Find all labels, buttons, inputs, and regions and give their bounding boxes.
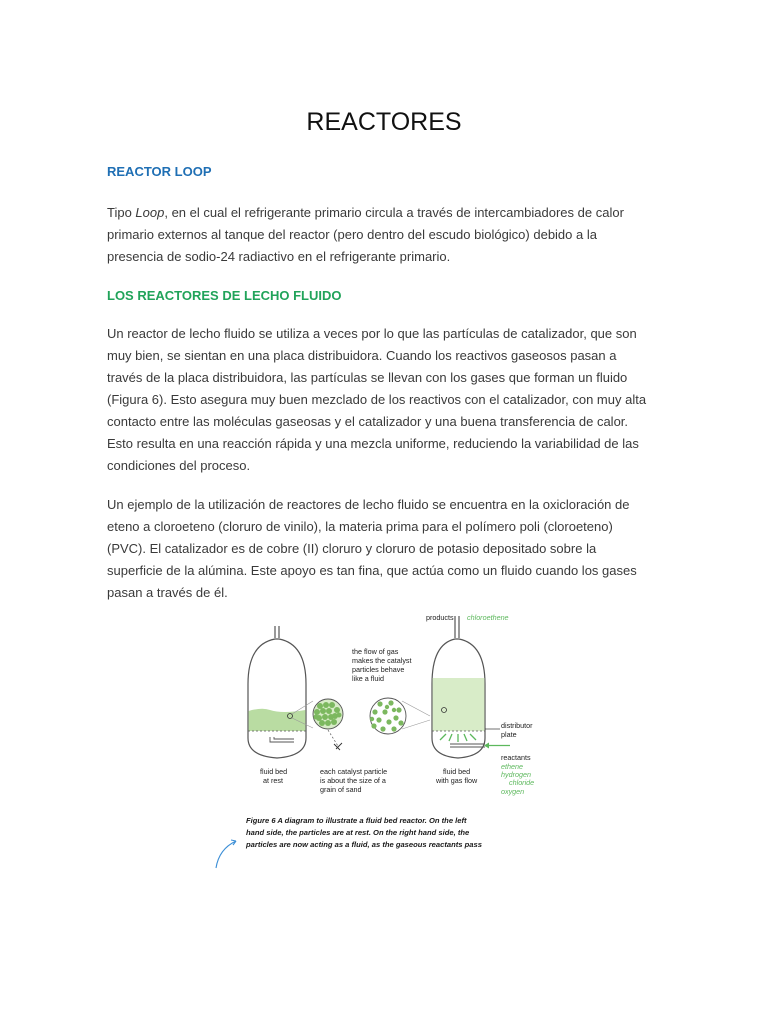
- flow-note-line-4: like a fluid: [352, 674, 384, 683]
- particle-note-line-3: grain of sand: [320, 785, 362, 794]
- paragraph-fluid-bed-2: Un ejemplo de la utilización de reactores de lecho fluido se encuentra en la oxicloración de eteno a cloroeteno (cloruro de vinilo), la materia prima para el polímero poli (cloroeteno) (PVC). El catalizador es de cobre (II) cloruro y cloruro de potasio depositado sobre la superficie de la alúmina. Este apoyo es tan fina, que actúa como un fluido cuando los gases pasan a través de él.: [107, 497, 637, 600]
- figure-caption-line-2: hand side, the particles are at rest. On the right hand side, the: [246, 828, 470, 837]
- figure-caption-line-3: particles are now acting as a fluid, as the gaseous reactants pass: [246, 840, 482, 849]
- reactant-hydrogen: hydrogen: [501, 770, 531, 779]
- right-caption-line-2: with gas flow: [436, 776, 478, 785]
- left-caption-line-2: at rest: [263, 776, 283, 785]
- left-caption-line-1: fluid bed: [260, 767, 288, 776]
- right-bed-fill: [433, 678, 485, 731]
- flow-note-line-3: particles behave: [352, 665, 405, 674]
- products-value: chloroethene: [467, 613, 509, 622]
- right-reactor-vessel: [432, 616, 510, 758]
- distributor-label-2: plate: [501, 730, 517, 739]
- fluid-bed-reactor-diagram: [210, 606, 540, 876]
- para-prefix: Tipo: [107, 205, 136, 220]
- para-rest: , en el cual el refrigerante primario circula a través de intercambiadores de calor primario externos al tanque del reactor (pero dentro del escudo biológico) debido a la presencia de sodio-24 radiactivo en el refrigerante primario.: [107, 205, 624, 264]
- document-title: REACTORES: [306, 108, 462, 136]
- paragraph-reactor-loop: [107, 202, 655, 268]
- left-bed-fill: [249, 709, 306, 731]
- flow-note-line-1: the flow of gas: [352, 647, 399, 656]
- para-italic-term: Loop: [135, 205, 165, 220]
- section-heading-reactor-loop: REACTOR LOOP: [107, 164, 212, 179]
- left-reactor-vessel: [248, 626, 306, 758]
- flow-note-line-2: makes the catalyst: [352, 656, 412, 665]
- reactants-label: reactants: [501, 753, 531, 762]
- right-particle-zoom: [370, 698, 430, 734]
- annotation-arrow-icon: [216, 840, 236, 868]
- particle-note-line-1: each catalyst particle: [320, 767, 388, 776]
- section-heading-fluid-bed: LOS REACTORES DE LECHO FLUIDO: [107, 288, 342, 303]
- figure-6: [210, 606, 540, 876]
- reactant-ethene: ethene: [501, 762, 523, 771]
- particle-note-line-2: is about the size of a: [320, 776, 386, 785]
- reactant-chloride: chloride: [509, 778, 535, 787]
- distributor-label-1: distributor: [501, 721, 533, 730]
- paragraph-fluid-bed-1: Un reactor de lecho fluido se utiliza a veces por lo que las partículas de catalizador, que son muy bien, se sientan en una placa distribuidora. Cuando los reactivos gaseosos pasan a través de la placa distribuidora, las partículas se llevan con los gases que forman un fluido (Figura 6). Esto asegura muy buen mezclado de los reactivos con el catalizador, con muy alta contacto entre las moléculas gaseosas y el catalizador y una buena transferencia de calor. Esto resulta en una reacción rápida y una mezcla uniforme, reduciendo la variabilidad de las condiciones del proceso.: [107, 326, 647, 473]
- figure-caption-line-1: Figure 6 A diagram to illustrate a fluid bed reactor. On the left: [246, 816, 467, 825]
- products-label: products: [426, 613, 454, 622]
- reactant-oxygen: oxygen: [501, 787, 525, 796]
- right-caption-line-1: fluid bed: [443, 767, 471, 776]
